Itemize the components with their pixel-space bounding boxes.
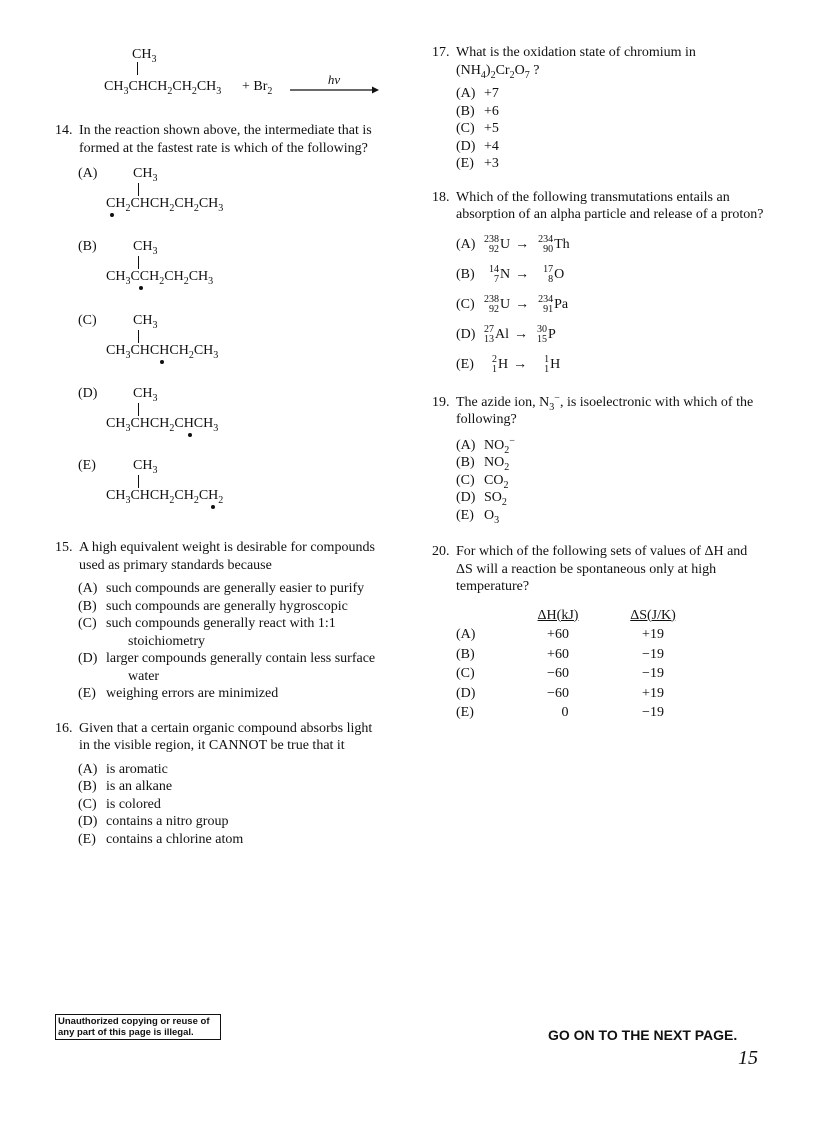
ds-value: −19: [642, 705, 664, 720]
reaction-arrow: →: [515, 236, 530, 252]
option-letter: (D): [78, 814, 98, 829]
option-letter: (C): [78, 313, 97, 328]
reaction-ch3: $CH_3$: [132, 47, 157, 65]
option-b[interactable]: [78, 598, 385, 616]
option-e[interactable]: [78, 457, 385, 529]
option-letter: (A): [456, 437, 476, 453]
option-a[interactable]: [456, 434, 772, 456]
ds-value: −19: [642, 646, 664, 662]
option-letter: (B): [456, 103, 475, 119]
question-15: [55, 539, 385, 703]
thermo-table: [456, 606, 698, 723]
arrow-label: hv: [327, 72, 341, 87]
option-letter: (B): [456, 646, 475, 662]
option-text: $NO_2^-$: [484, 434, 515, 456]
option-letter: (E): [78, 458, 96, 473]
option-c[interactable]: [456, 290, 772, 320]
option-letter: (D): [456, 685, 476, 701]
option-text: $O_3$: [484, 507, 500, 526]
question-text: The azide ion, $N_3^-$, is isoelectronic with which of the following?: [456, 391, 754, 427]
atomic-number: 15: [537, 333, 547, 345]
option-letter: (B): [78, 779, 97, 794]
answer-options: [456, 230, 772, 380]
option-letter: (A): [78, 581, 98, 596]
option-letter: (E): [456, 507, 474, 523]
option-text: weighing errors are minimized: [106, 686, 279, 701]
radical-dot: [139, 286, 143, 290]
question-text: Which of the following transmutations entails an absorption of an alpha particle and release of a proton?: [456, 189, 764, 222]
radical-dot: [110, 213, 114, 217]
option-c[interactable]: [78, 312, 385, 385]
copyright-notice: Unauthorized copying or reuse of any part of this page is illegal.: [55, 1014, 221, 1040]
option-text: is an alkane: [106, 779, 173, 794]
element-symbol: Th: [554, 236, 570, 252]
option-d[interactable]: [456, 489, 772, 507]
reaction-arrow: →: [513, 356, 528, 372]
option-letter: (E): [456, 156, 474, 171]
structure-chain: $CH_3CHCH_2CH_2CH_2$: [106, 488, 224, 506]
table-header: [456, 606, 698, 626]
mass-number: 234: [538, 293, 554, 305]
answer-options: [78, 580, 385, 703]
option-letter: (C): [78, 796, 97, 812]
element-symbol: N: [500, 266, 511, 282]
option-text: larger compounds generally contain less surface water: [106, 651, 376, 684]
option-letter: (C): [456, 666, 475, 681]
option-letter: (D): [456, 490, 476, 505]
reaction-reagent: + $Br_2$: [242, 79, 273, 97]
left-column: [55, 40, 385, 848]
mass-number: 14: [489, 263, 499, 275]
option-letter: (A): [456, 236, 476, 252]
option-b[interactable]: [456, 260, 772, 290]
option-text: +6: [484, 103, 499, 119]
element-symbol: U: [500, 236, 511, 252]
question-text: What is the oxidation state of chromium in $(NH_4)_2Cr_2O_7$ ?: [456, 45, 696, 81]
mass-number: 238: [484, 293, 499, 305]
reaction-scheme: [104, 40, 385, 102]
table-row-d[interactable]: [456, 684, 698, 704]
atomic-number: 92: [489, 303, 499, 315]
question-text: A high equivalent weight is desirable for compounds used as primary standards because: [79, 540, 375, 573]
option-c[interactable]: [78, 615, 385, 650]
option-letter: (C): [78, 616, 97, 631]
methyl-label: $CH_3$: [133, 239, 158, 257]
go-on-label: GO ON TO THE NEXT PAGE.: [548, 1027, 738, 1043]
option-e[interactable]: [456, 155, 772, 173]
option-text: $SO_2$: [484, 490, 507, 508]
mass-number: 238: [484, 233, 499, 245]
structure-chain: $CH_2CHCH_2CH_2CH_3$: [106, 196, 224, 214]
column-header-dh: ΔH(kJ): [537, 607, 579, 623]
table-row-e[interactable]: [456, 703, 698, 723]
methyl-label: $CH_3$: [133, 458, 158, 476]
reaction-arrow: [288, 74, 380, 94]
reaction-arrow: →: [514, 326, 528, 342]
methyl-label: $CH_3$: [133, 386, 158, 404]
dh-value: 0: [561, 705, 569, 720]
option-letter: (C): [456, 296, 475, 312]
question-20: [432, 543, 772, 723]
option-letter: (C): [456, 121, 475, 136]
atomic-number: 1: [544, 363, 550, 375]
option-c[interactable]: [456, 472, 772, 490]
structure-chain: $CH_3CHCH_2CHCH_3$: [106, 416, 219, 434]
question-18: [432, 189, 772, 380]
option-text: +5: [484, 121, 499, 136]
option-a[interactable]: [78, 761, 385, 779]
answer-options: [456, 85, 772, 173]
atomic-number: 7: [494, 273, 499, 285]
option-b[interactable]: [78, 238, 385, 312]
element-symbol: Al: [495, 326, 509, 342]
table-row-c[interactable]: [456, 664, 698, 684]
ds-value: +19: [642, 627, 664, 642]
dh-value: −60: [547, 685, 569, 701]
element-symbol: P: [548, 326, 556, 342]
option-letter: (D): [456, 138, 476, 154]
radical-dot: [160, 360, 164, 364]
dh-value: −60: [547, 666, 569, 681]
question-text: Given that a certain organic compound absorbs light in the visible region, it CANNOT be true that it: [79, 720, 373, 753]
mass-number: 30: [537, 323, 547, 335]
atomic-number: 92: [489, 243, 499, 255]
atomic-number: 91: [543, 303, 554, 315]
structure-chain: $CH_3CCH_2CH_2CH_3$: [106, 269, 214, 287]
option-text: such compounds are generally hygroscopic: [106, 598, 348, 614]
option-e[interactable]: [78, 685, 385, 703]
option-letter: (B): [78, 239, 97, 254]
page-number: 15: [738, 1047, 758, 1069]
question-number: 15.: [55, 540, 73, 555]
atomic-number: 1: [492, 363, 497, 375]
answer-options: [456, 434, 772, 526]
question-14: [55, 122, 385, 529]
option-text: such compounds are generally easier to purify: [106, 581, 365, 596]
question-text: For which of the following sets of values of ΔH and ΔS will a reaction be spontaneous only at high temperature?: [456, 544, 748, 594]
option-text: $NO_2$: [484, 455, 510, 473]
option-letter: (E): [78, 686, 96, 701]
question-number: 20.: [432, 544, 450, 559]
option-letter: (D): [456, 326, 476, 342]
column-header-ds: ΔS(J/K): [630, 607, 676, 623]
option-letter: (D): [78, 651, 98, 666]
option-text: +4: [484, 138, 499, 154]
option-text: +3: [484, 156, 499, 171]
option-letter: (A): [78, 761, 98, 777]
option-letter: (B): [456, 266, 475, 282]
element-symbol: O: [554, 266, 565, 282]
mass-number: 27: [484, 323, 494, 335]
question-number: 16.: [55, 720, 73, 736]
option-e[interactable]: [78, 831, 385, 849]
reaction-chain: $CH_3CHCH_2CH_2CH_3$: [104, 79, 222, 97]
question-number: 17.: [432, 45, 450, 60]
answer-options: [78, 761, 385, 849]
option-letter: (A): [456, 627, 476, 642]
option-text: is colored: [106, 796, 161, 812]
option-b[interactable]: [456, 103, 772, 121]
option-text: such compounds generally react with 1:1 stoichiometry: [106, 616, 336, 649]
radical-dot: [188, 433, 192, 437]
dh-value: +60: [547, 627, 569, 642]
element-symbol: U: [500, 296, 511, 312]
option-b[interactable]: [456, 454, 772, 472]
question-number: 18.: [432, 189, 450, 205]
option-letter: (A): [78, 166, 98, 181]
mass-number: 17: [543, 263, 554, 275]
right-column: [432, 40, 772, 723]
element-symbol: Pa: [554, 296, 569, 312]
option-letter: (D): [78, 386, 98, 401]
option-e[interactable]: [456, 350, 772, 380]
option-text: contains a nitro group: [106, 814, 229, 829]
table-row-a[interactable]: [456, 625, 698, 645]
option-letter: (B): [78, 598, 97, 614]
dh-value: +60: [547, 646, 569, 662]
answer-options: [78, 165, 385, 529]
option-text: contains a chlorine atom: [106, 831, 244, 847]
option-letter: (E): [78, 831, 96, 847]
option-d[interactable]: [78, 650, 385, 685]
atomic-number: 8: [548, 273, 554, 285]
radical-dot: [211, 505, 215, 509]
option-c[interactable]: [456, 120, 772, 138]
ds-value: +19: [642, 685, 664, 701]
option-a[interactable]: [78, 165, 385, 238]
option-b[interactable]: [78, 778, 385, 796]
mass-number: 1: [544, 353, 550, 365]
option-a[interactable]: [456, 230, 772, 260]
option-letter: (A): [456, 86, 476, 101]
mass-number: 234: [538, 233, 554, 245]
option-text: +7: [484, 86, 499, 101]
element-symbol: H: [498, 356, 509, 372]
table-row-b[interactable]: [456, 645, 698, 665]
option-d[interactable]: [456, 138, 772, 156]
option-letter: (C): [456, 472, 475, 488]
question-text: In the reaction shown above, the intermediate that is formed at the fastest rate is which of the following?: [79, 123, 372, 156]
option-e[interactable]: [456, 507, 772, 525]
atomic-number: 90: [543, 243, 554, 255]
option-letter: (E): [456, 356, 474, 372]
question-number: 19.: [432, 394, 450, 410]
question-number: 14.: [55, 123, 73, 138]
option-d[interactable]: [456, 320, 772, 350]
element-symbol: H: [550, 356, 561, 372]
option-letter: (E): [456, 705, 474, 720]
option-d[interactable]: [78, 813, 385, 831]
option-text: is aromatic: [106, 761, 168, 777]
ds-value: −19: [642, 666, 664, 681]
reaction-arrow: →: [515, 296, 530, 312]
structure-chain: $CH_3CHCHCH_2CH_3$: [106, 343, 219, 361]
option-a[interactable]: [78, 580, 385, 598]
option-letter: (B): [456, 455, 475, 470]
methyl-label: $CH_3$: [133, 313, 158, 331]
question-16: [55, 720, 385, 849]
option-text: $CO_2$: [484, 472, 509, 491]
option-c[interactable]: [78, 796, 385, 814]
mass-number: 2: [492, 353, 497, 365]
question-17: [432, 44, 772, 173]
option-d[interactable]: [78, 385, 385, 457]
reaction-arrow: →: [515, 266, 530, 282]
question-19: [432, 391, 772, 526]
atomic-number: 13: [484, 333, 494, 345]
methyl-label: $CH_3$: [133, 166, 158, 184]
option-a[interactable]: [456, 85, 772, 103]
